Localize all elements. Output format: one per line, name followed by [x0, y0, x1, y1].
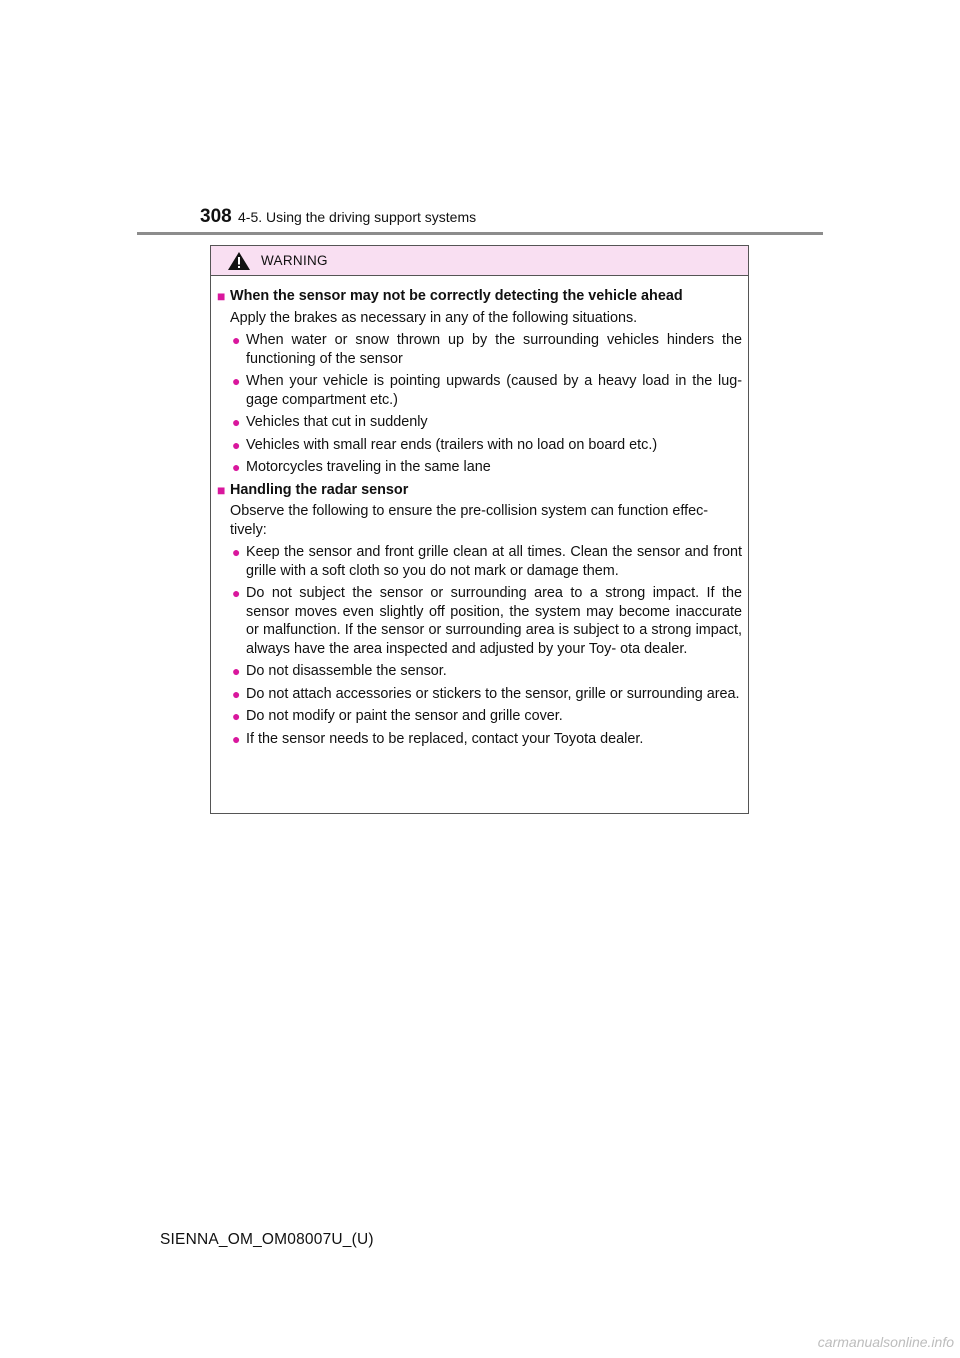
- list-item: [217, 436, 742, 455]
- list-item: [217, 584, 742, 658]
- warning-label: WARNING: [261, 253, 328, 268]
- circle-bullet-icon: ●: [232, 708, 241, 724]
- list-item: [217, 458, 742, 477]
- warning-header: [211, 246, 748, 276]
- square-bullet-icon: ■: [217, 481, 226, 498]
- warning-triangle-icon: [227, 251, 251, 271]
- header-divider: [137, 232, 823, 235]
- list-item: [217, 543, 742, 580]
- list-item-text: If the sensor needs to be replaced, contact your Toyota dealer.: [246, 730, 644, 747]
- watermark-link[interactable]: carmanualsonline.info: [817, 1334, 954, 1350]
- circle-bullet-icon: ●: [232, 436, 241, 453]
- circle-bullet-icon: ●: [232, 414, 241, 430]
- warning-topic: [217, 287, 742, 477]
- square-bullet-icon: ■: [217, 288, 226, 304]
- warning-box: [210, 245, 749, 814]
- warning-body: [211, 276, 748, 748]
- topic-heading: [217, 481, 742, 500]
- topic-heading: [217, 287, 742, 306]
- topic-title: When the sensor may not be correctly detecting the vehicle ahead: [230, 288, 683, 304]
- list-item-text: Do not disassemble the sensor.: [246, 663, 447, 679]
- list-item: [217, 685, 742, 704]
- warning-topic: [217, 481, 742, 749]
- topic-intro: Apply the brakes as necessary in any of the following situations.: [230, 309, 638, 326]
- list-item-text: Vehicles with small rear ends (trailers with no load on board etc.): [246, 436, 658, 453]
- list-item-text: Keep the sensor and front grille clean at all times. Clean the sensor and front grille with a soft cloth so you do not mark or damage them.: [246, 544, 742, 579]
- circle-bullet-icon: ●: [232, 585, 241, 601]
- list-item-text: When water or snow thrown up by the surrounding vehicles hinders the functioning of the sensor: [246, 332, 742, 367]
- circle-bullet-icon: ●: [232, 730, 241, 747]
- page-header: [200, 206, 476, 228]
- list-item: [217, 372, 742, 409]
- list-item-text: When your vehicle is pointing upwards (caused by a heavy load in the lug- gage compartment etc.): [246, 373, 742, 408]
- section-title: 4-5. Using the driving support systems: [238, 209, 477, 225]
- list-item-text: Vehicles that cut in suddenly: [246, 414, 428, 430]
- list-item: [217, 331, 742, 368]
- list-item: [217, 707, 742, 726]
- circle-bullet-icon: ●: [232, 685, 241, 702]
- list-item: [217, 662, 742, 681]
- topic-title: Handling the radar sensor: [230, 481, 409, 498]
- circle-bullet-icon: ●: [232, 663, 241, 679]
- list-item-text: Do not modify or paint the sensor and grille cover.: [246, 708, 563, 724]
- list-item-text: Do not attach accessories or stickers to the sensor, grille or surrounding area.: [246, 685, 740, 702]
- circle-bullet-icon: ●: [232, 332, 241, 348]
- circle-bullet-icon: ●: [232, 459, 241, 475]
- list-item: [217, 413, 742, 432]
- list-item-text: Do not subject the sensor or surrounding area to a strong impact. If the sensor moves even slightly off position, the system may become inaccurate or malfunction. If the sensor or surrounding area is subject to a strong impact, always have the area inspected and adjusted by your Toy- ota dealer.: [246, 585, 742, 657]
- list-item-text: Motorcycles traveling in the same lane: [246, 459, 491, 475]
- document-code: SIENNA_OM_OM08007U_(U): [160, 1231, 374, 1248]
- circle-bullet-icon: ●: [232, 544, 241, 560]
- topic-intro: Observe the following to ensure the pre-collision system can function effec- tively:: [230, 503, 709, 538]
- circle-bullet-icon: ●: [232, 373, 241, 389]
- page-number: 308: [200, 206, 232, 227]
- list-item: [217, 730, 742, 749]
